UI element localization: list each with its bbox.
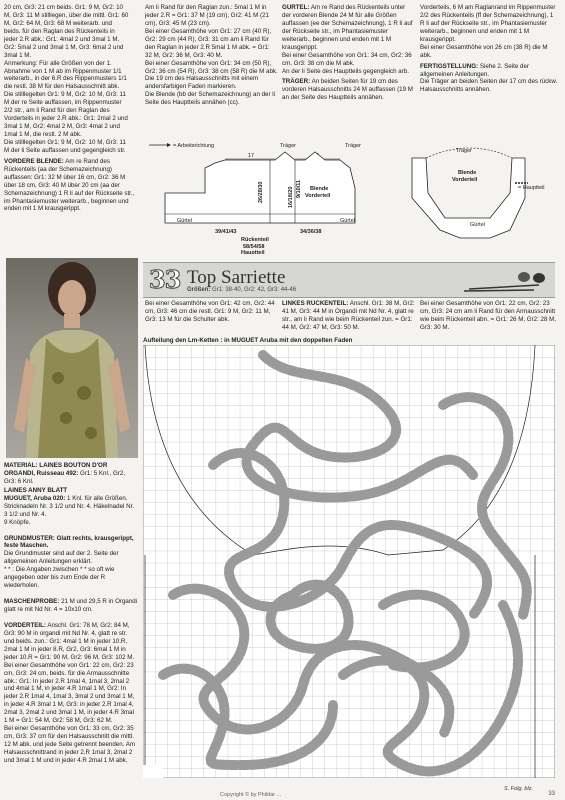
text-column-3-top	[282, 4, 415, 136]
material-text: Gr1: 5 Knl., Gr2, Gr3: 6 Knl.	[4, 469, 126, 485]
vorderteil-text: Anschl. Gr1: 78 M, Gr2: 84 M, Gr3: 90 M in organdi mit Nd Nr. 4, glatt re str. und beids. zun.: Gr1: 4mal 1 M in jeder 10.R, 2mal 1 M in jeder 8.R, Gr2, Gr3: 6mal 1 M in jeder 10.R = Gr1: 90 M, Gr2: 96 M, Gr3: 102 M. Bei einer Gesamthöhe von Gr1: 22 cm, Gr2: 23 cm, Gr3: 24 cm, beids. für die Armausschnitte abk.: Gr1: In jeder 2.R 1mal 4, 1mal 3, 2mal 2 und 4mal 1 M, in jeder 4.R 1mal 1 M, Gr2: In jeder 2.R 1mal 4, 1mal 3, 3mal 2 und 3mal 1 M, in jeder 4.R 3mal 1 M, Gr3: in jeder 2.R 1mal 4, 2mal 3, 2mal 2 und 3mal 1 M, in jeder 4.R 3mal 1 M = Gr1: 54 M, Gr2: 58 M, Gr3: 62 M. Bei einer Gesamthöhe von Gr1: 33 cm, Gr2: 35 cm, Gr3: 37 cm für den Halsausschnitt die mittl. 12 M abk. und jede Seite getrennt beenden. Am Halsausschnittrand in jeder 2.R 1mal 3, 2mal 2 und 3mal 1 M und in jeder 4.R 2mal 1 M abk.	[4, 621, 136, 764]
width-label-1: 39/41/43	[215, 229, 237, 235]
assembly-hauptteil-label: = Hauptteil	[518, 185, 545, 191]
assembly-blende-label: Blende	[458, 170, 477, 176]
text-column-2-top	[145, 4, 278, 136]
material-paragraph	[4, 462, 138, 486]
pattern-sizes	[187, 287, 296, 295]
hauptteil-label: Hauptteil	[241, 250, 265, 254]
anny-blatt-paragraph	[4, 487, 138, 527]
vordere-blende-paragraph	[4, 158, 138, 214]
vordere-blende-text: Am re Rand des Rückenteils (aa der Schemazeichnung) auffassen: Gr1: 32 M über 16 cm, Gr2: 36 M über 18 cm, Gr3: 40 M über 20 cm (aa der Schemazeichnung) 1 R li auf der Rückseite str., im Phantasiemuster weiterarb., beginnen und enden mit 1 M krausgerippt.	[4, 157, 135, 213]
intro-column-2	[282, 300, 415, 336]
guertel-heading: GÜRTEL:	[282, 4, 310, 11]
maschenprobe-text: 21 M und 29,5 R in Organdi glatt re mit Nd Nr. 4 = 10x10 cm.	[4, 598, 138, 613]
pattern-title: Top Sarriette	[187, 267, 286, 288]
chain-layout-chart	[143, 345, 555, 778]
raglan-increase-text: Am li Rand für den Raglan zun.: 5mal 1 M in jeder 2.R = Gr1: 37 M (19 cm), Gr2: 41 M (21 cm), Gr3: 45 M (23 cm). Bei einer Gesamthöhe von Gr1: 27 cm (40 R), Gr2: 29 cm (44 R), Gr3: 31 cm am li Rand für den Raglan in jeder 2.R 5mal 1 M abk. = Gr1: 32 M, Gr2: 36 M, Gr3: 40 M. Bei einer Gesamthöhe von Gr1: 34 cm (50 R), Gr2: 36 cm (54 R), Gr3: 38 cm (58 R) die M abk. Die 19 cm des Halsausschnitts mit einem andersfarbigen Faden markieren. Die Blende (bb der Schemazeichnung) an der li Seite des Hauptteils annähen (cc).	[145, 4, 278, 107]
assembly-vorderteil-label: Vorderteil	[452, 177, 478, 183]
linkes-rueckenteil-heading: LINKES RÜCKENTEIL:	[282, 300, 349, 307]
assembly-guertel-label: Gürtel	[470, 222, 485, 228]
traeger-heading: TRÄGER:	[282, 78, 311, 86]
height-label-2: 16/18/20	[288, 186, 294, 208]
grundmuster-text: Die Grundmuster sind auf der 2. Seite der allgemeinen Anleitungen erklärt. * * : Die Angaben zwischen * * so oft wie angegeben oder bis zum Ende der R wiederholen.	[4, 550, 119, 590]
material-heading: MATERIAL: LAINES BOUTON D'OR ORGANDI, Ruisseau 492:	[4, 462, 108, 477]
model-photo	[6, 258, 138, 458]
traeger-label-right: Träger	[345, 143, 361, 149]
linkes-rueckenteil-text: Anschl. Gr1: 38 M, Gr2: 41 M, Gr3: 44 M in Organdi mit Nd Nr. 4, glatt re str., am li Rand wie beim Rückenteil zun. = Gr1: 44 M, Gr2: 47 M, Gr3: 50 M.	[282, 300, 415, 331]
height-label-1: 26/28/30	[258, 181, 264, 203]
vorderteil-heading: VORDERTEIL:	[4, 621, 46, 629]
text-column-1-top	[4, 4, 138, 254]
guertel-label-right: Gürtel	[340, 218, 355, 224]
sizes-values: Gr1: 38-40, Gr2: 42, Gr3: 44-46	[210, 287, 297, 293]
direction-arrow-head	[167, 143, 171, 147]
armausschnitt-text: Bei einer Gesamthöhe von Gr1: 22 cm, Gr2: 23 cm, Gr3: 24 cm am li Rand für den Armausschnitt wie beim Rückenteil abn. = Gr1: 26 M, Gr2: 28 M, Gr3: 30 M.	[420, 300, 557, 331]
linkes-rueckenteil-paragraph	[282, 300, 415, 332]
vorderteil-label: Vorderteil	[305, 193, 331, 199]
footer-copyright: Copyright © by Phildar ...	[220, 792, 282, 798]
needles-yarn-icon	[459, 269, 549, 293]
pattern-number: 33	[149, 265, 181, 294]
traeger-paragraph	[282, 78, 415, 102]
fertigstellung-heading: FERTIGSTELLUNG:	[420, 62, 479, 70]
text-column-4-top	[420, 4, 558, 136]
chart-credit: S. Folg. blz.	[503, 786, 533, 792]
maschenprobe-heading: MASCHENPROBE:	[4, 598, 60, 606]
guertel-label-left: Gürtel	[177, 218, 192, 224]
guertel-paragraph	[282, 4, 415, 75]
model-figure	[6, 258, 138, 458]
maschenprobe-paragraph	[4, 598, 138, 614]
anny-blatt-text: 1 Knl. für alle Größen. Stricknadeln Nr. 3 1/2 und Nr. 4. Häkelnadel Nr. 3 1/2 und Nr. 4. 9 Knöpfe.	[4, 494, 135, 526]
vorderteil-blende-text: Vorderteils, 6 M am Raglanrand im Rippenmuster 2/2 des Rückenteils (ff der Schemazeichnung), 1 R li auf der Rückseite str., im Phantasiemuster weiterarb., beginnen und enden mit 1 M krausgerippt. Bei einer Gesamthöhe von 26 cm (38 R) die M abk.	[420, 4, 556, 59]
page-number: 33	[548, 791, 555, 797]
fertigstellung-paragraph	[420, 63, 558, 95]
schematic-diagram-main	[145, 138, 395, 254]
grundmuster-heading: GRUNDMUSTER: Glatt rechts, krausgerippt, feste Maschen.	[4, 534, 134, 550]
height-label-3: 9/10/11	[296, 179, 302, 198]
chart-title: Aufteilung den Lm-Ketten : in MUGUET Aruba mit den doppelten Faden	[143, 337, 353, 344]
schematic-diagram-assembly	[400, 138, 550, 254]
intro-column-3	[420, 300, 558, 336]
width-label-3: 58/54/58	[243, 244, 265, 250]
dimension-17: 17	[248, 153, 255, 159]
width-label-2: 34/36/38	[300, 229, 322, 235]
arrow-label: = Arbeitsrichtung	[173, 143, 215, 149]
traeger-text: An beiden Seiten für 19 cm des vorderen Halsausschnitts 24 M auffassen (19 M an der Seite des Hauptteils annähen.	[282, 78, 413, 102]
traeger-label-left: Träger	[280, 143, 296, 149]
pattern-title-bar	[143, 262, 555, 298]
fertigstellung-text: Siehe 2. Seite der allgemeinen Anleitungen. Die Träger an beiden Seiten der 17 cm des rückw. Halsausschnitts annähen.	[420, 62, 558, 94]
intro-column-1	[145, 300, 278, 336]
sizes-label: Größen:	[187, 287, 211, 293]
raglan-instructions: 20 cm, Gr3: 21 cm beids. Gr1: 9 M, Gr2: 10 M, Gr3: 11 M stilllegen, über die mittl. Gr1: 60 M, Gr2: 64 M, Gr3: 68 M weiterarb. und beids. für den Raglan des Rückenteils in jeder 2.R abk.: Gr1: 4mal 2 und 3mal 1 M, Gr2: 5mal 2 und 3mal 1 M, Gr3: 6mal 2 und 3mal 1 M. Anmerkung: Für alle Größen von der 1. Abnahme von 1 M ab im Rippenmuster 1/1 weiterarb., in der 6.R des Rippenmusters 1/1 die restl. 38 M für den Halsausschnitt abk. Die stilllegelten Gr1: 9 M, Gr2: 10 M, Gr3: 11 M der re Seite auffassen, im Rippenmuster 2/2 str., am li Rand für den Raglan des Vorderteils in jeder 2.R abk.: Gr1: 2mal 2 und 3mal 1 M, Gr2: 4mal 2 M, Gr3: 4mal 2 und 1mal 1 M, die restl. 2 M abk. Die stilllegelten Gr1: 9 M, Gr2: 10 M, Gr3: 11 M der li Seite auffassen und gegengleich str.	[4, 4, 129, 154]
vordere-blende-heading: VORDERE BLENDE:	[4, 157, 64, 165]
anny-blatt-heading: LAINES ANNY BLATT MUGUET, Aruba 020:	[4, 486, 68, 502]
text-column-1-bottom	[4, 462, 138, 798]
assembly-traeger-label: Träger	[456, 148, 472, 154]
blende-label: Blende	[310, 186, 329, 192]
schulter-text: Bei einer Gesamthöhe von Gr1: 42 cm, Gr2: 44 cm, Gr3: 46 cm die restl. Gr1: 9 M, Gr2: 11 M, Gr3: 13 M für die Schulter abk.	[145, 300, 275, 323]
vorderteil-paragraph	[4, 622, 138, 765]
scale-box	[143, 765, 163, 778]
rueckenteil-label: Rückenteil	[241, 237, 269, 243]
guertel-text: Am re Rand des Rückenteils unter der vorderen Blende 24 M für alle Größen auffassen (ee der Schemazeichnung), 1 R li auf der Rückseite str., im Phantasiemuster weiterarb., beginnen und enden mit 1 M krausgerippt. Bei einer Gesamthöhe von Gr1: 34 cm, Gr2: 36 cm, Gr3: 38 cm die M abk. An der li Seite des Hauptteils gegengleich arb.	[282, 4, 413, 75]
